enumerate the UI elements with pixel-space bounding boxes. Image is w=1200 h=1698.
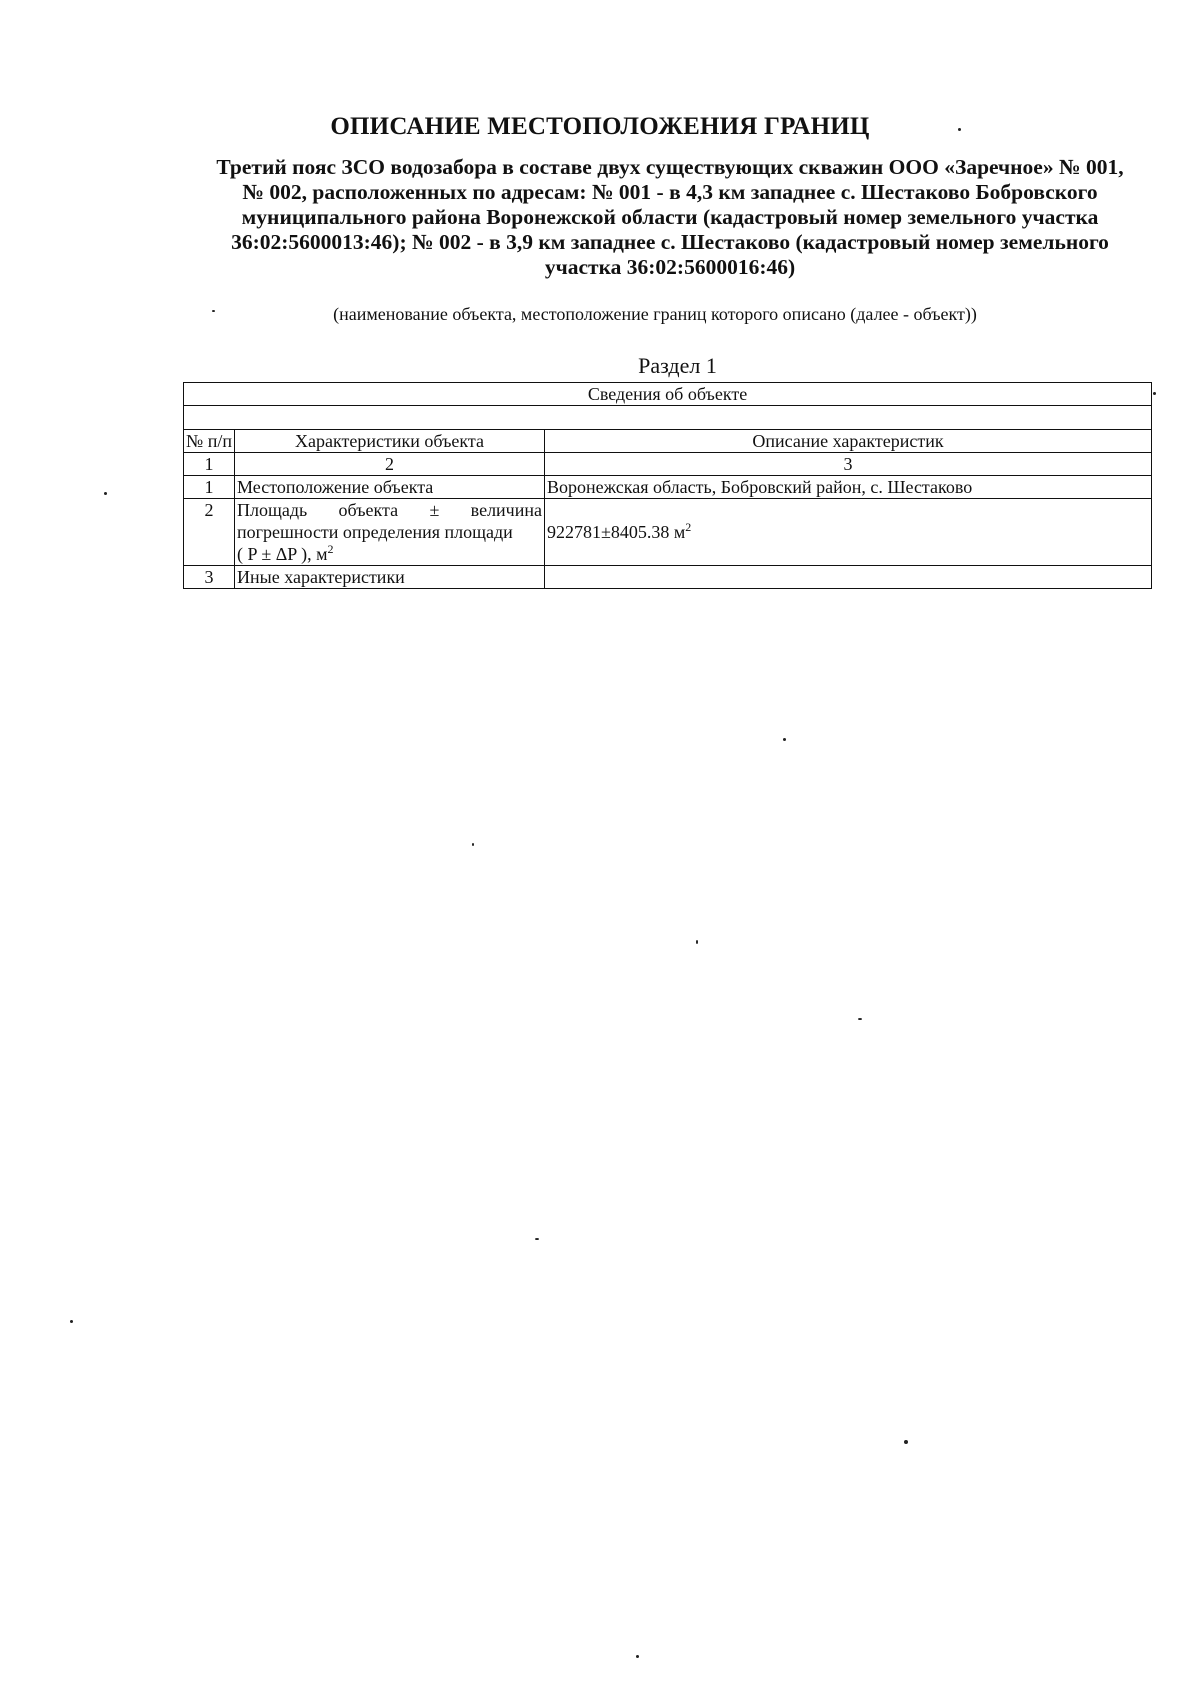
unit-superscript: 2 (685, 520, 692, 534)
object-name-line: № 002, расположенных по адресам: № 001 - в 4,3 км западнее с. Шестаково Бобровского (242, 180, 1098, 204)
table-blank-cell (184, 406, 1152, 430)
column-header-characteristic: Характеристики объекта (235, 430, 545, 453)
scan-speck (104, 492, 107, 495)
table-row (184, 476, 1152, 499)
area-value: 922781±8405.38 м (547, 522, 686, 542)
table-header-row (184, 383, 1152, 406)
characteristic-cell: Иные характеристики (235, 566, 545, 589)
object-name (190, 155, 1150, 280)
scan-speck (212, 310, 215, 312)
scan-speck (1153, 392, 1156, 395)
scan-speck (783, 738, 786, 741)
table-header: Сведения об объекте (184, 383, 1152, 406)
scan-speck (70, 1320, 73, 1323)
section-title: Раздел 1 (638, 353, 717, 378)
scan-speck (636, 1655, 639, 1658)
characteristic-cell (235, 499, 545, 566)
object-name-line: 36:02:5600013:46); № 002 - в 3,9 км западнее с. Шестаково (кадастровый номер земельного (231, 230, 1109, 254)
scan-speck (904, 1440, 908, 1444)
characteristic-line (237, 543, 542, 565)
column-header-number: № п/п (184, 430, 235, 453)
characteristic-line: Площадь объекта ± величина (237, 500, 542, 520)
object-name-line: муниципального района Воронежской области (кадастровый номер земельного участка (241, 205, 1099, 229)
table-row (184, 566, 1152, 589)
column-header-row (184, 430, 1152, 453)
row-number: 3 (184, 566, 235, 589)
object-caption: (наименование объекта, местоположение границ которого описано (далее - объект)) (333, 304, 977, 324)
scan-speck (696, 940, 698, 944)
document-title: ОПИСАНИЕ МЕСТОПОЛОЖЕНИЯ ГРАНИЦ (330, 113, 870, 140)
value-cell: Воронежская область, Бобровский район, с. Шестаково (545, 476, 1152, 499)
table-row (184, 499, 1152, 566)
column-number: 1 (184, 453, 235, 476)
value-cell (545, 499, 1152, 566)
scan-speck (858, 1018, 862, 1020)
scan-speck (472, 843, 474, 846)
value-cell (545, 566, 1152, 589)
unit-superscript: 2 (327, 542, 334, 556)
characteristic-cell: Местоположение объекта (235, 476, 545, 499)
column-header-description: Описание характеристик (545, 430, 1152, 453)
row-number: 2 (184, 499, 235, 566)
column-number: 2 (235, 453, 545, 476)
row-number: 1 (184, 476, 235, 499)
object-name-line: Третий пояс ЗСО водозабора в составе двух существующих скважин ООО «Заречное» № 001, (216, 155, 1124, 179)
table-blank-row (184, 406, 1152, 430)
column-number-row (184, 453, 1152, 476)
characteristic-text: ( P ± ΔP ), м (237, 544, 328, 564)
column-number: 3 (545, 453, 1152, 476)
scan-speck (535, 1238, 539, 1240)
object-info-table (183, 382, 1152, 589)
object-name-line: участка 36:02:5600016:46) (544, 255, 796, 279)
characteristic-line: погрешности определения площади (237, 522, 513, 542)
scan-speck (958, 128, 961, 131)
